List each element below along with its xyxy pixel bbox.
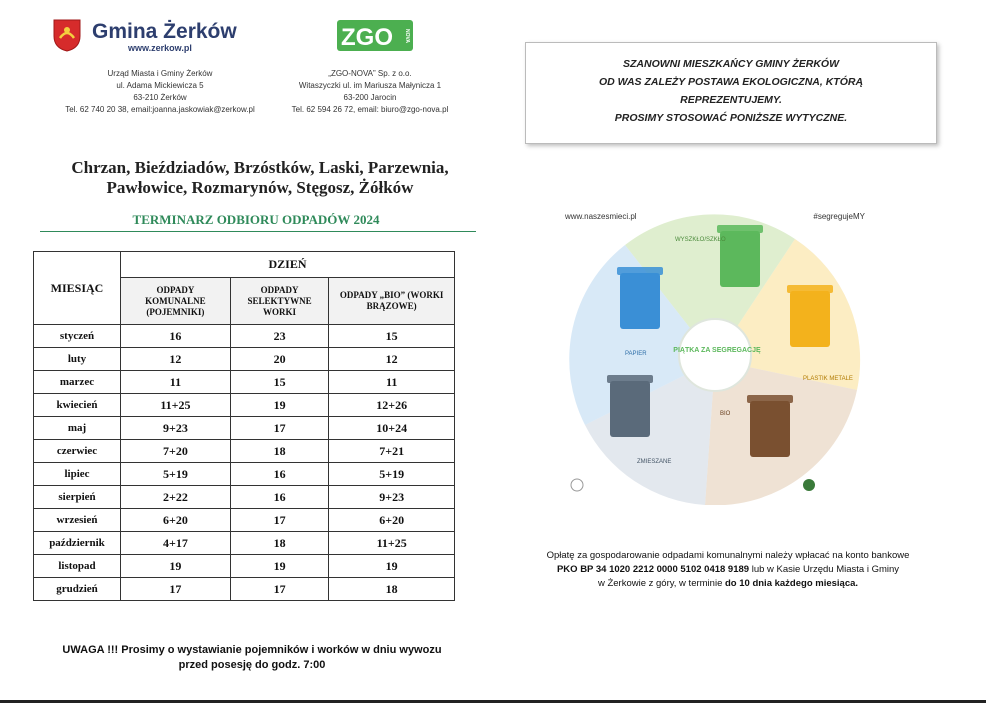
label-mixed: ZMIESZANE [637,459,672,465]
cell-bio: 18 [329,578,455,601]
cell-kom: 7+20 [121,440,231,463]
cell-bio: 11 [329,371,455,394]
table-row [34,348,455,371]
cell-month: czerwiec [34,440,121,463]
title-underline [40,231,476,232]
table-row [34,325,455,348]
payment-deadline: do 10 dnia każdego miesiąca. [725,578,859,589]
cell-sel: 17 [230,578,329,601]
table-row [34,509,455,532]
office-address: Urząd Miasta i Gminy Żerków ul. Adama Mickiewicza 5 63-210 Żerków Tel. 62 740 20 38, email:joanna.jaskowiak@zerkow.pl [65,69,255,114]
cell-kom: 4+17 [121,532,231,555]
cell-kom: 11+25 [121,394,231,417]
cell-kom: 6+20 [121,509,231,532]
cell-month: maj [34,417,121,440]
cell-sel: 15 [230,371,329,394]
infographic-center-label: PIĄTKA ZA SEGREGACJĘ [673,347,761,354]
col-bio-header: ODPADY „BIO” (WORKI BRĄZOWE) [329,278,455,325]
svg-text:ZGO: ZGO [341,24,393,51]
notice-box: SZANOWNI MIESZKAŃCY GMINY ŻERKÓW OD WAS ZALEŻY POSTAWA EKOLOGICZNA, KTÓRĄ REPREZENTUJEMY. PROSIMY STOSOWAĆ PONIŻSZE WYTYCZNE. [525,42,937,144]
table-row [34,486,455,509]
cell-kom: 11 [121,371,231,394]
cell-bio: 10+24 [329,417,455,440]
bank-account: PKO BP 34 1020 2212 0000 5102 0418 9189 [556,564,750,575]
cell-bio: 11+25 [329,532,455,555]
table-row [34,417,455,440]
infographic-hashtag: #segregujeMY [813,212,865,221]
cell-bio: 5+19 [329,463,455,486]
cell-bio: 6+20 [329,509,455,532]
col-month-header: MIESIĄC [34,252,121,325]
gmina-crest-icon [52,18,82,52]
table-row [34,440,455,463]
cell-kom: 9+23 [121,417,231,440]
cell-month: kwiecień [34,394,121,417]
col-sel-header: ODPADY SELEKTYWNE WORKI [230,278,329,325]
cell-month: listopad [34,555,121,578]
cell-month: wrzesień [34,509,121,532]
bin-mixed-icon [607,375,653,437]
label-paper: PAPIER [625,351,647,357]
segregation-infographic [565,205,865,505]
label-bio: BIO [720,411,731,417]
cell-kom: 2+22 [121,486,231,509]
schedule-title: TERMINARZ ODBIORU ODPADÓW 2024 [132,212,380,227]
cell-sel: 18 [230,440,329,463]
schedule-table [33,251,455,601]
cell-sel: 17 [230,509,329,532]
cell-bio: 15 [329,325,455,348]
schedule-body [34,325,455,601]
cell-sel: 23 [230,325,329,348]
cell-sel: 17 [230,417,329,440]
zgo-address: „ZGO-NOVA” Sp. z o.o. Witaszyczki ul. im Mariusza Małynicza 1 63-200 Jarocin Tel. 62 594 26 72, email: biuro@zgo-nova.pl [291,69,449,114]
cell-month: październik [34,532,121,555]
table-row [34,578,455,601]
cell-kom: 17 [121,578,231,601]
cell-month: marzec [34,371,121,394]
gmina-title: Gmina Żerków [92,20,237,43]
bin-plastic-icon [787,285,833,347]
cell-sel: 18 [230,532,329,555]
cell-sel: 16 [230,463,329,486]
bin-bio-icon [747,395,793,457]
cell-bio: 12 [329,348,455,371]
label-plastic: PLASTIK METALE [803,376,853,382]
cell-kom: 19 [121,555,231,578]
cell-sel: 20 [230,348,329,371]
cell-bio: 9+23 [329,486,455,509]
cell-kom: 5+19 [121,463,231,486]
cell-bio: 19 [329,555,455,578]
cell-sel: 19 [230,555,329,578]
bin-paper-icon [617,267,663,329]
cell-bio: 12+26 [329,394,455,417]
col-kom-header: ODPADY KOMUNALNE (POJEMNIKI) [121,278,231,325]
cell-month: grudzień [34,578,121,601]
region-villages: Chrzan, Bieździadów, Brzóstków, Laski, Parzewnia, Pawłowice, Rozmarynów, Stęgosz, Żółków [71,158,449,197]
gmina-website[interactable]: www.zerkow.pl [128,43,192,53]
cell-month: lipiec [34,463,121,486]
svg-text:NOVA: NOVA [404,28,410,44]
table-row [34,371,455,394]
cell-kom: 16 [121,325,231,348]
ministry-emblem-icon [571,479,583,491]
cell-kom: 12 [121,348,231,371]
cell-sel: 16 [230,486,329,509]
table-row [34,463,455,486]
table-row [34,555,455,578]
cell-bio: 7+21 [329,440,455,463]
label-glass: WYSZKŁO/SZKŁO [675,237,726,243]
bin-glass-icon [717,225,763,287]
cell-month: luty [34,348,121,371]
payment-info: Opłatę za gospodarowanie odpadami komunalnymi należy wpłacać na konto bankowe PKO BP 34 1020 2212 0000 5102 0418 9189 lub w Kasie Urzędu Miasta i Gminy w Żerkowie z góry, w terminie do 10 dnia każdego miesiąca. [546,550,910,589]
zgo-logo [337,20,413,51]
cell-month: styczeń [34,325,121,348]
infographic-site: www.naszesmieci.pl [565,212,637,221]
warning-note: UWAGA !!! Prosimy o wystawianie pojemników i worków w dniu wywozu przed posesję do godz. 7:00 [62,644,442,671]
table-row [34,532,455,555]
table-row [34,394,455,417]
cell-month: sierpień [34,486,121,509]
nfos-logo-icon [803,479,815,491]
col-day-header: DZIEŃ [121,252,455,278]
cell-sel: 19 [230,394,329,417]
